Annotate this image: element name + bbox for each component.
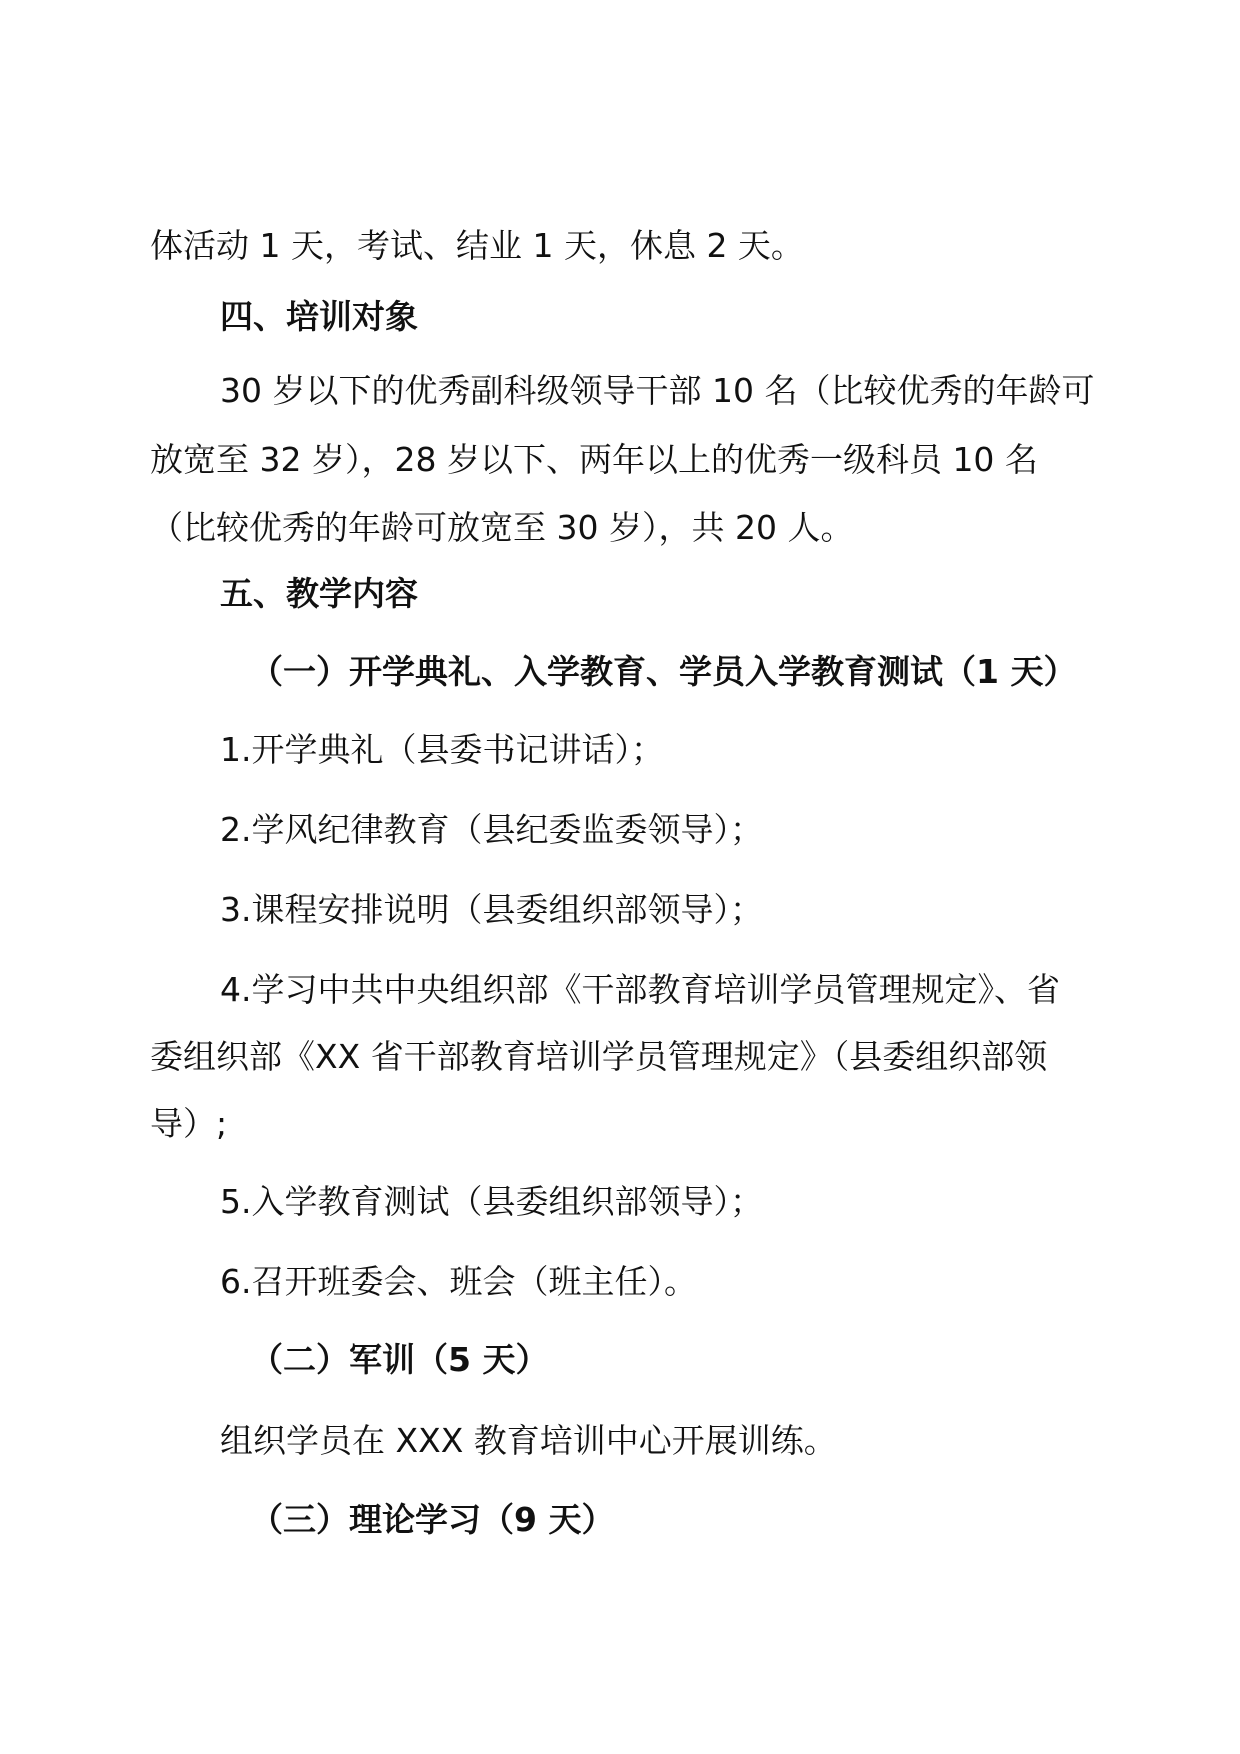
list-item: 4.学习中共中央组织部《干部教育培训学员管理规定》、省 bbox=[220, 970, 1060, 1009]
list-item: 5.入学教育测试（县委组织部领导）； bbox=[220, 1182, 763, 1221]
list-item: 6.召开班委会、班会（班主任）。 bbox=[220, 1262, 697, 1301]
list-item: 2.学风纪律教育（县纪委监委领导）； bbox=[220, 810, 763, 849]
section-heading: 四、培训对象 bbox=[220, 297, 418, 336]
list-item: 3.课程安排说明（县委组织部领导）； bbox=[220, 890, 763, 929]
paragraph-line: 导）; bbox=[150, 1104, 228, 1143]
paragraph-line: 委组织部《XX 省干部教育培训学员管理规定》（县委组织部领 bbox=[150, 1037, 1048, 1076]
subsection-heading: （一）开学典礼、入学教育、学员入学教育测试（1 天） bbox=[250, 652, 1077, 691]
section-heading: 五、教学内容 bbox=[220, 574, 418, 613]
paragraph-line: （比较优秀的年龄可放宽至 30 岁），共 20 人。 bbox=[150, 508, 854, 547]
subsection-heading: （三）理论学习（9 天） bbox=[250, 1500, 615, 1539]
subsection-heading: （二）军训（5 天） bbox=[250, 1340, 549, 1379]
paragraph-line: 放宽至 32 岁），28 岁以下、两年以上的优秀一级科员 10 名 bbox=[150, 440, 1038, 479]
paragraph-line: 30 岁以下的优秀副科级领导干部 10 名（比较优秀的年龄可 bbox=[220, 371, 1095, 410]
list-item: 1.开学典礼（县委书记讲话）； bbox=[220, 730, 664, 769]
paragraph-line: 组织学员在 XXX 教育培训中心开展训练。 bbox=[220, 1421, 837, 1460]
paragraph-line: 体活动 1 天，考试、结业 1 天，休息 2 天。 bbox=[150, 226, 804, 265]
